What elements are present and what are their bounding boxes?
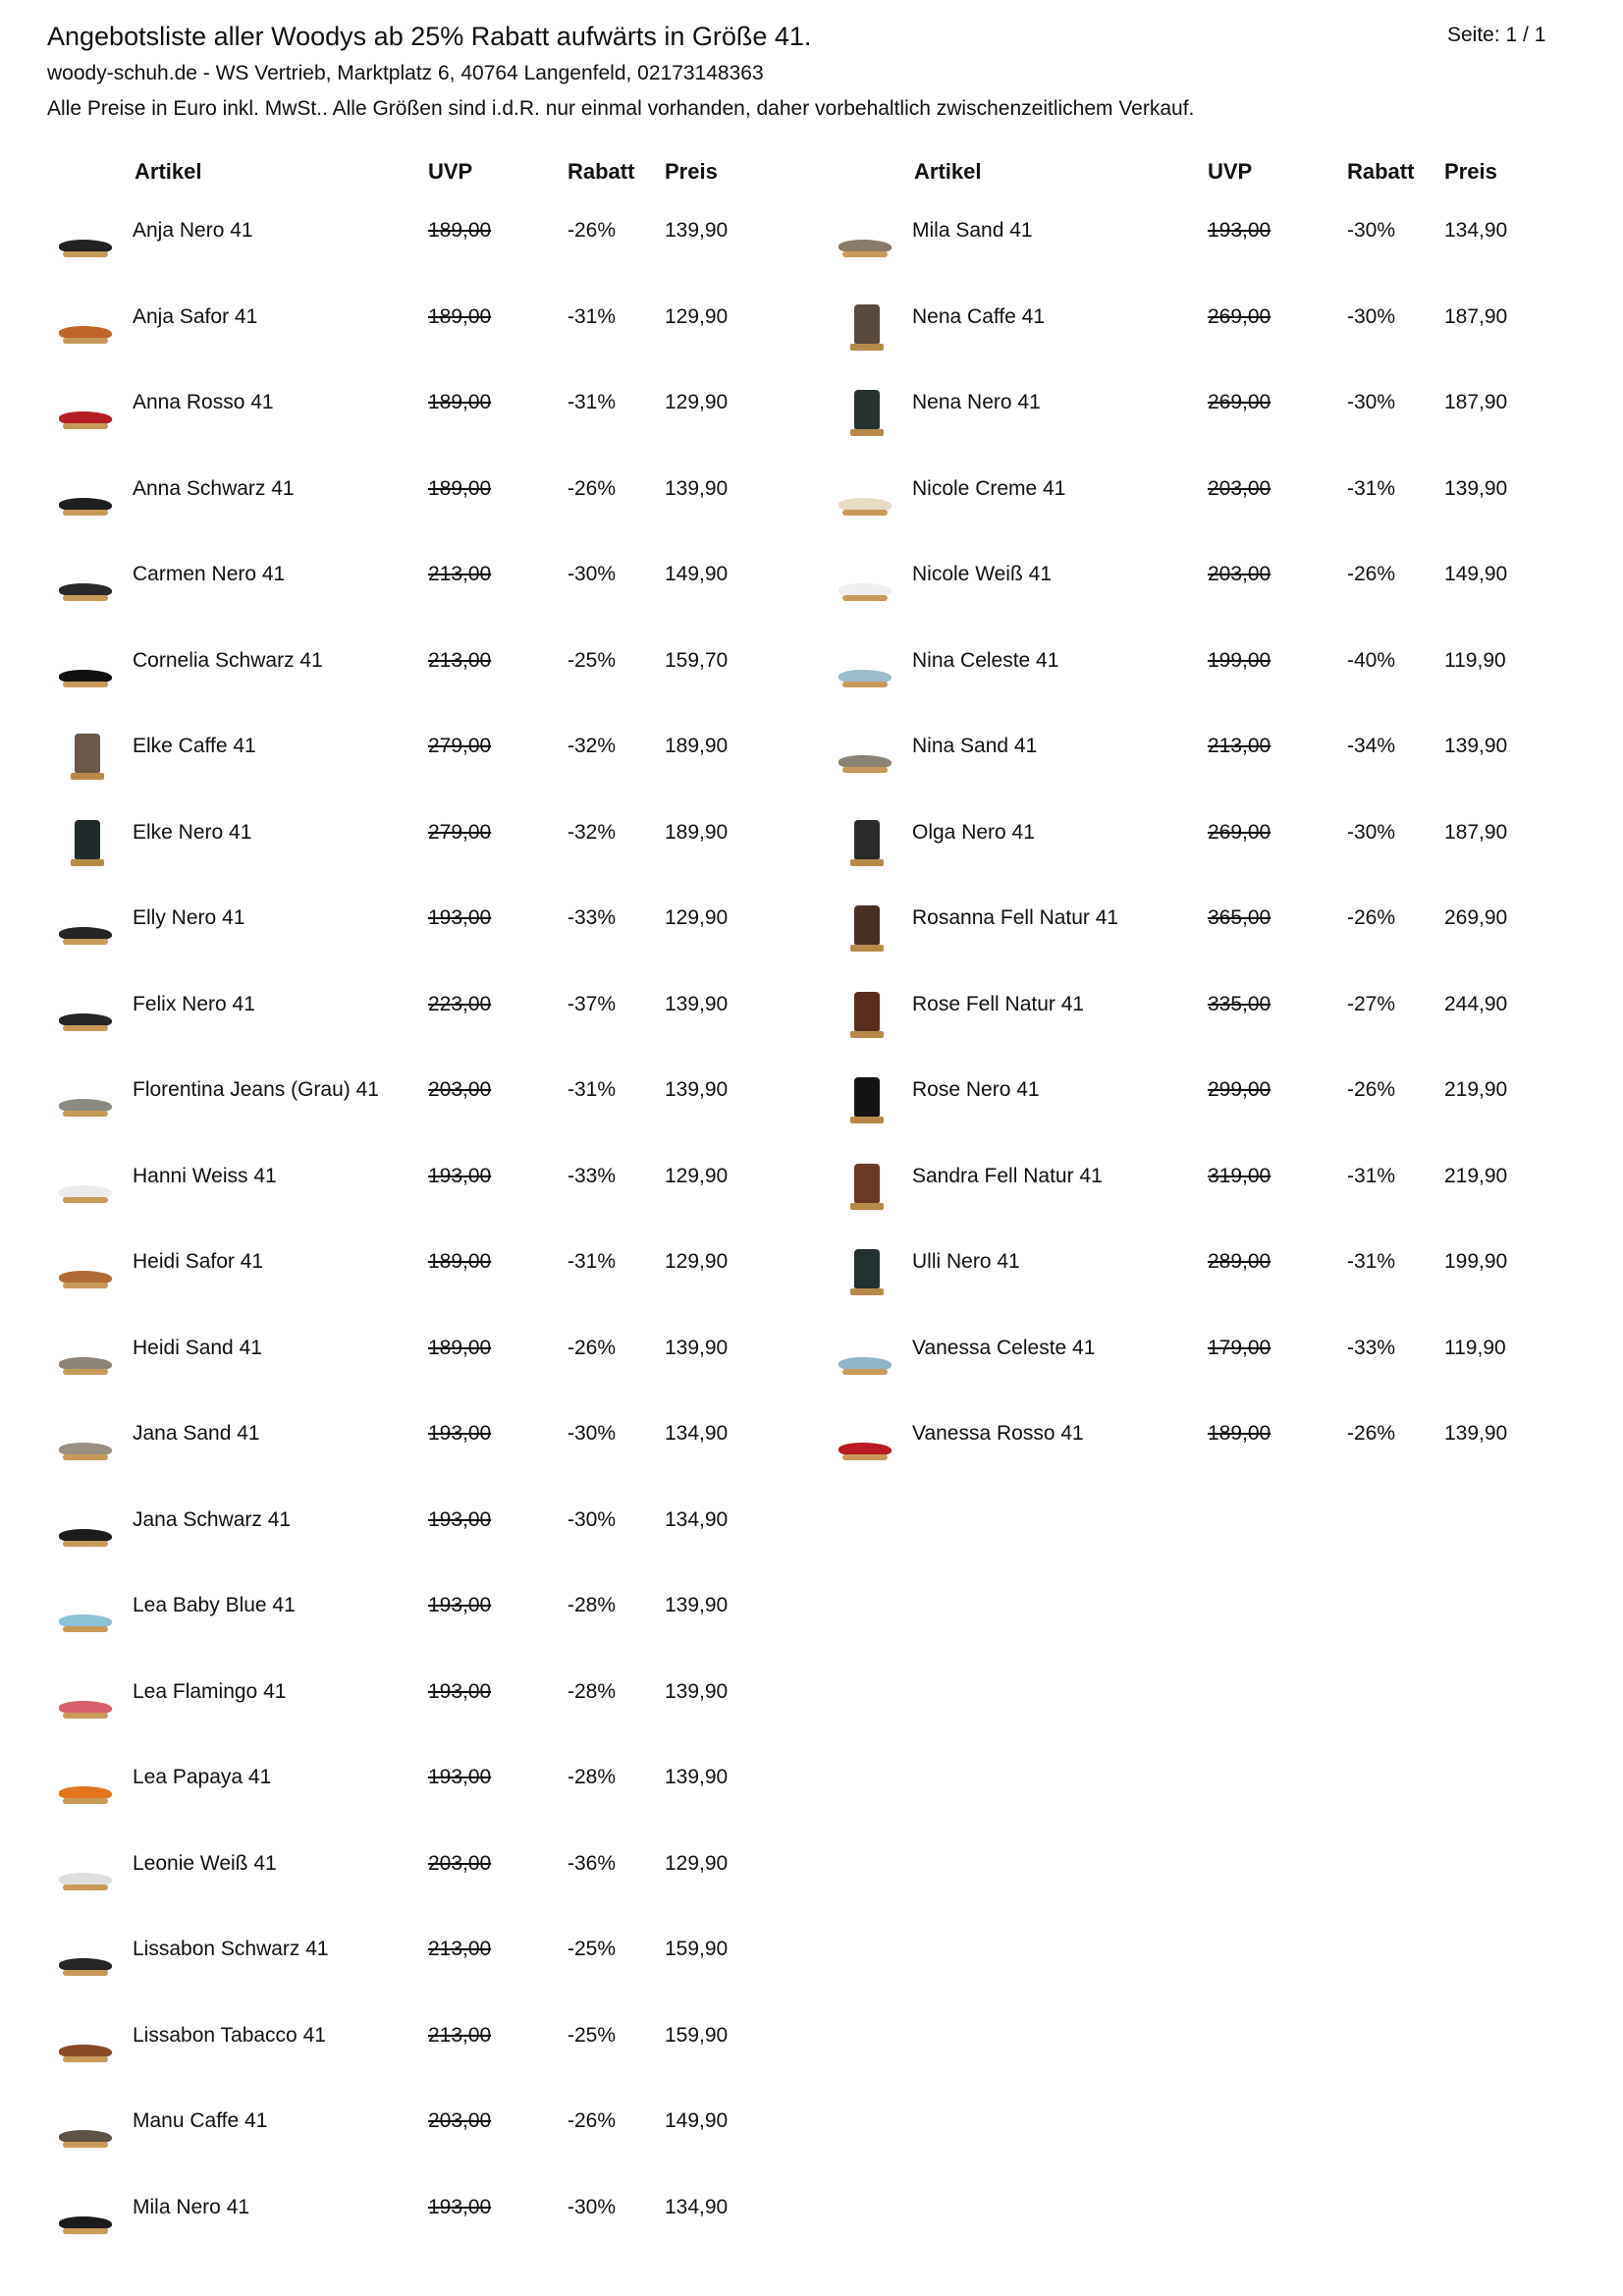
product-name: Manu Caffe 41 xyxy=(133,2109,268,2132)
product-uvp: 319,00 xyxy=(1208,1164,1271,1187)
product-uvp: 189,00 xyxy=(428,391,492,413)
product-discount: -26% xyxy=(568,1336,617,1359)
product-price: 139,90 xyxy=(665,992,729,1015)
shoe-thumbnail-icon xyxy=(57,1245,114,1298)
shoe-thumbnail-icon xyxy=(57,1847,114,1900)
product-discount: -31% xyxy=(568,1250,617,1273)
product-uvp: 223,00 xyxy=(428,992,492,1015)
product-price: 139,90 xyxy=(665,1766,729,1788)
shoe-thumbnail-icon xyxy=(57,472,114,525)
product-name: Lea Flamingo 41 xyxy=(133,1679,287,1703)
shoe-thumbnail-icon xyxy=(57,1589,114,1642)
product-price: 134,90 xyxy=(1444,219,1508,242)
header-article: Artikel xyxy=(135,159,202,184)
shoe-thumbnail-icon xyxy=(57,988,114,1041)
product-discount: -34% xyxy=(1347,735,1396,757)
product-discount: -30% xyxy=(1347,820,1396,844)
header-article: Artikel xyxy=(914,159,982,184)
product-name: Mila Nero 41 xyxy=(133,2195,250,2218)
product-uvp: 189,00 xyxy=(428,1250,492,1273)
product-uvp: 203,00 xyxy=(428,2109,492,2132)
product-uvp: 269,00 xyxy=(1208,304,1271,328)
product-discount: -28% xyxy=(568,1766,617,1788)
product-name: Sandra Fell Natur 41 xyxy=(912,1164,1103,1187)
product-price: 187,90 xyxy=(1444,304,1508,328)
product-uvp: 203,00 xyxy=(1208,563,1271,585)
product-uvp: 213,00 xyxy=(428,648,492,672)
product-uvp: 189,00 xyxy=(428,219,492,242)
product-uvp: 189,00 xyxy=(1208,1422,1271,1445)
product-price: 219,90 xyxy=(1444,1164,1508,1187)
product-name: Lissabon Tabacco 41 xyxy=(133,2023,326,2047)
product-uvp: 179,00 xyxy=(1208,1336,1271,1359)
product-discount: -26% xyxy=(568,476,617,500)
product-price: 149,90 xyxy=(1444,563,1508,585)
product-discount: -37% xyxy=(568,992,617,1015)
shoe-thumbnail-icon xyxy=(57,902,114,955)
shoe-thumbnail-icon xyxy=(837,1417,893,1470)
shoe-thumbnail-icon xyxy=(57,2191,114,2244)
product-price: 134,90 xyxy=(665,2195,729,2218)
shoe-thumbnail-icon xyxy=(837,816,893,869)
product-uvp: 193,00 xyxy=(428,1594,492,1616)
product-discount: -31% xyxy=(1347,476,1396,500)
product-discount: -26% xyxy=(1347,563,1396,585)
product-price: 159,90 xyxy=(665,1938,729,1960)
product-discount: -28% xyxy=(568,1679,617,1703)
product-price: 129,90 xyxy=(665,391,729,413)
product-name: Lea Papaya 41 xyxy=(133,1766,272,1788)
shoe-thumbnail-icon xyxy=(57,644,114,697)
page-title: Angebotsliste aller Woodys ab 25% Rabatt aufwärts in Größe 41. xyxy=(47,22,812,51)
product-name: Hanni Weiss 41 xyxy=(133,1164,277,1187)
shoe-thumbnail-icon xyxy=(57,730,114,783)
header-discount: Rabatt xyxy=(568,159,635,184)
product-discount: -31% xyxy=(568,1078,617,1101)
product-discount: -33% xyxy=(1347,1336,1396,1359)
page-number: Seite: 1 / 1 xyxy=(1447,24,1546,46)
product-price: 139,90 xyxy=(665,1594,729,1616)
header-uvp: UVP xyxy=(428,159,473,184)
product-discount: -33% xyxy=(568,906,617,929)
product-name: Anja Safor 41 xyxy=(133,304,258,328)
product-price: 149,90 xyxy=(665,2109,729,2132)
product-name: Mila Sand 41 xyxy=(912,219,1033,242)
product-price: 134,90 xyxy=(665,1422,729,1445)
product-name: Nina Celeste 41 xyxy=(912,648,1059,672)
product-discount: -30% xyxy=(568,563,617,585)
shoe-thumbnail-icon xyxy=(57,1675,114,1728)
product-name: Rose Nero 41 xyxy=(912,1078,1040,1101)
shoe-thumbnail-icon xyxy=(837,1245,893,1298)
product-discount: -26% xyxy=(568,2109,617,2132)
product-uvp: 193,00 xyxy=(428,2195,492,2218)
product-discount: -26% xyxy=(1347,906,1396,929)
product-uvp: 269,00 xyxy=(1208,820,1271,844)
product-name: Heidi Sand 41 xyxy=(133,1336,262,1359)
product-price: 129,90 xyxy=(665,304,729,328)
product-discount: -26% xyxy=(568,219,617,242)
product-uvp: 289,00 xyxy=(1208,1250,1271,1273)
shoe-thumbnail-icon xyxy=(57,558,114,611)
product-discount: -27% xyxy=(1347,992,1396,1015)
shoe-thumbnail-icon xyxy=(837,472,893,525)
product-discount: -31% xyxy=(1347,1250,1396,1273)
product-price: 149,90 xyxy=(665,563,729,585)
product-name: Nena Nero 41 xyxy=(912,391,1041,413)
product-name: Anna Schwarz 41 xyxy=(133,476,295,500)
product-price: 219,90 xyxy=(1444,1078,1508,1101)
product-name: Cornelia Schwarz 41 xyxy=(133,648,323,672)
product-price: 129,90 xyxy=(665,906,729,929)
product-uvp: 193,00 xyxy=(1208,219,1271,242)
product-price: 189,90 xyxy=(665,735,729,757)
product-name: Elke Caffe 41 xyxy=(133,735,256,757)
product-name: Jana Sand 41 xyxy=(133,1422,260,1445)
product-price: 187,90 xyxy=(1444,391,1508,413)
product-uvp: 213,00 xyxy=(428,1938,492,1960)
shoe-thumbnail-icon xyxy=(837,988,893,1041)
product-name: Nicole Creme 41 xyxy=(912,476,1066,500)
shoe-thumbnail-icon xyxy=(837,214,893,267)
product-discount: -25% xyxy=(568,648,617,672)
shoe-thumbnail-icon xyxy=(57,816,114,869)
shoe-thumbnail-icon xyxy=(837,1332,893,1385)
product-price: 139,90 xyxy=(1444,1422,1508,1445)
product-price: 134,90 xyxy=(665,1507,729,1531)
product-uvp: 279,00 xyxy=(428,820,492,844)
shoe-thumbnail-icon xyxy=(57,214,114,267)
product-name: Nicole Weiß 41 xyxy=(912,563,1052,585)
product-uvp: 335,00 xyxy=(1208,992,1271,1015)
product-name: Vanessa Rosso 41 xyxy=(912,1422,1084,1445)
product-discount: -25% xyxy=(568,1938,617,1960)
product-name: Elly Nero 41 xyxy=(133,906,245,929)
product-discount: -30% xyxy=(568,2195,617,2218)
product-uvp: 279,00 xyxy=(428,735,492,757)
product-discount: -40% xyxy=(1347,648,1396,672)
product-uvp: 299,00 xyxy=(1208,1078,1271,1101)
product-name: Anna Rosso 41 xyxy=(133,391,274,413)
product-uvp: 213,00 xyxy=(1208,735,1271,757)
product-name: Carmen Nero 41 xyxy=(133,563,286,585)
product-uvp: 193,00 xyxy=(428,1766,492,1788)
product-price: 139,90 xyxy=(665,1078,729,1101)
product-discount: -26% xyxy=(1347,1422,1396,1445)
product-uvp: 193,00 xyxy=(428,1507,492,1531)
product-name: Heidi Safor 41 xyxy=(133,1250,264,1273)
shoe-thumbnail-icon xyxy=(57,301,114,354)
product-name: Jana Schwarz 41 xyxy=(133,1507,292,1531)
shoe-thumbnail-icon xyxy=(57,386,114,439)
shoe-thumbnail-icon xyxy=(837,558,893,611)
product-discount: -32% xyxy=(568,735,617,757)
product-price: 244,90 xyxy=(1444,992,1508,1015)
product-uvp: 193,00 xyxy=(428,906,492,929)
product-uvp: 193,00 xyxy=(428,1422,492,1445)
product-price: 129,90 xyxy=(665,1164,729,1187)
product-uvp: 213,00 xyxy=(428,2023,492,2047)
product-name: Felix Nero 41 xyxy=(133,992,255,1015)
product-uvp: 189,00 xyxy=(428,1336,492,1359)
product-discount: -36% xyxy=(568,1851,617,1875)
product-price: 139,90 xyxy=(665,219,729,242)
company-address: woody-schuh.de - WS Vertrieb, Marktplatz 6, 40764 Langenfeld, 02173148363 xyxy=(47,62,764,84)
shoe-thumbnail-icon xyxy=(57,1332,114,1385)
product-discount: -32% xyxy=(568,820,617,844)
product-discount: -31% xyxy=(1347,1164,1396,1187)
product-price: 189,90 xyxy=(665,820,729,844)
shoe-thumbnail-icon xyxy=(57,2019,114,2072)
product-name: Rose Fell Natur 41 xyxy=(912,992,1085,1015)
shoe-thumbnail-icon xyxy=(57,1417,114,1470)
product-price: 129,90 xyxy=(665,1851,729,1875)
product-name: Ulli Nero 41 xyxy=(912,1250,1020,1273)
product-uvp: 193,00 xyxy=(428,1679,492,1703)
product-price: 119,90 xyxy=(1444,1336,1506,1359)
shoe-thumbnail-icon xyxy=(57,1933,114,1986)
shoe-thumbnail-icon xyxy=(57,1073,114,1126)
shoe-thumbnail-icon xyxy=(837,1073,893,1126)
product-uvp: 189,00 xyxy=(428,304,492,328)
product-uvp: 199,00 xyxy=(1208,648,1271,672)
product-price: 159,70 xyxy=(665,648,729,672)
header-price: Preis xyxy=(1444,159,1497,184)
shoe-thumbnail-icon xyxy=(837,730,893,783)
product-price: 187,90 xyxy=(1444,820,1508,844)
product-discount: -25% xyxy=(568,2023,617,2047)
product-discount: -30% xyxy=(568,1507,617,1531)
product-price: 139,90 xyxy=(665,476,729,500)
product-uvp: 203,00 xyxy=(1208,476,1271,500)
product-uvp: 269,00 xyxy=(1208,391,1271,413)
product-name: Vanessa Celeste 41 xyxy=(912,1336,1096,1359)
product-price: 129,90 xyxy=(665,1250,729,1273)
product-price: 139,90 xyxy=(1444,735,1508,757)
product-name: Olga Nero 41 xyxy=(912,820,1035,844)
product-discount: -30% xyxy=(568,1422,617,1445)
shoe-thumbnail-icon xyxy=(57,1761,114,1814)
product-name: Lissabon Schwarz 41 xyxy=(133,1938,329,1960)
header-discount: Rabatt xyxy=(1347,159,1415,184)
shoe-thumbnail-icon xyxy=(837,1160,893,1213)
product-discount: -30% xyxy=(1347,304,1396,328)
shoe-thumbnail-icon xyxy=(837,644,893,697)
product-uvp: 213,00 xyxy=(428,563,492,585)
product-uvp: 189,00 xyxy=(428,476,492,500)
product-name: Rosanna Fell Natur 41 xyxy=(912,906,1119,929)
header-price: Preis xyxy=(665,159,718,184)
product-price: 139,90 xyxy=(665,1679,729,1703)
shoe-thumbnail-icon xyxy=(837,386,893,439)
product-name: Nena Caffe 41 xyxy=(912,304,1046,328)
product-name: Leonie Weiß 41 xyxy=(133,1851,277,1875)
shoe-thumbnail-icon xyxy=(837,902,893,955)
product-price: 199,90 xyxy=(1444,1250,1508,1273)
product-uvp: 193,00 xyxy=(428,1164,492,1187)
product-discount: -31% xyxy=(568,391,617,413)
product-discount: -30% xyxy=(1347,219,1396,242)
product-price: 269,90 xyxy=(1444,906,1508,929)
product-price: 159,90 xyxy=(665,2023,729,2047)
product-price: 139,90 xyxy=(1444,476,1508,500)
product-uvp: 203,00 xyxy=(428,1078,492,1101)
shoe-thumbnail-icon xyxy=(837,301,893,354)
shoe-thumbnail-icon xyxy=(57,2105,114,2158)
product-price: 119,90 xyxy=(1444,648,1506,672)
product-uvp: 203,00 xyxy=(428,1851,492,1875)
product-discount: -33% xyxy=(568,1164,617,1187)
product-discount: -30% xyxy=(1347,391,1396,413)
product-name: Elke Nero 41 xyxy=(133,820,252,844)
shoe-thumbnail-icon xyxy=(57,1503,114,1557)
product-discount: -26% xyxy=(1347,1078,1396,1101)
price-note: Alle Preise in Euro inkl. MwSt.. Alle Größen sind i.d.R. nur einmal vorhanden, daher vorbehaltlich zwischenzeitlichem Verkauf. xyxy=(47,97,1195,120)
product-name: Lea Baby Blue 41 xyxy=(133,1594,296,1616)
product-discount: -28% xyxy=(568,1594,617,1616)
product-discount: -31% xyxy=(568,304,617,328)
product-uvp: 365,00 xyxy=(1208,906,1271,929)
product-name: Nina Sand 41 xyxy=(912,735,1038,757)
product-name: Anja Nero 41 xyxy=(133,219,253,242)
product-price: 139,90 xyxy=(665,1336,729,1359)
header-uvp: UVP xyxy=(1208,159,1253,184)
shoe-thumbnail-icon xyxy=(57,1160,114,1213)
product-name: Florentina Jeans (Grau) 41 xyxy=(133,1078,379,1101)
